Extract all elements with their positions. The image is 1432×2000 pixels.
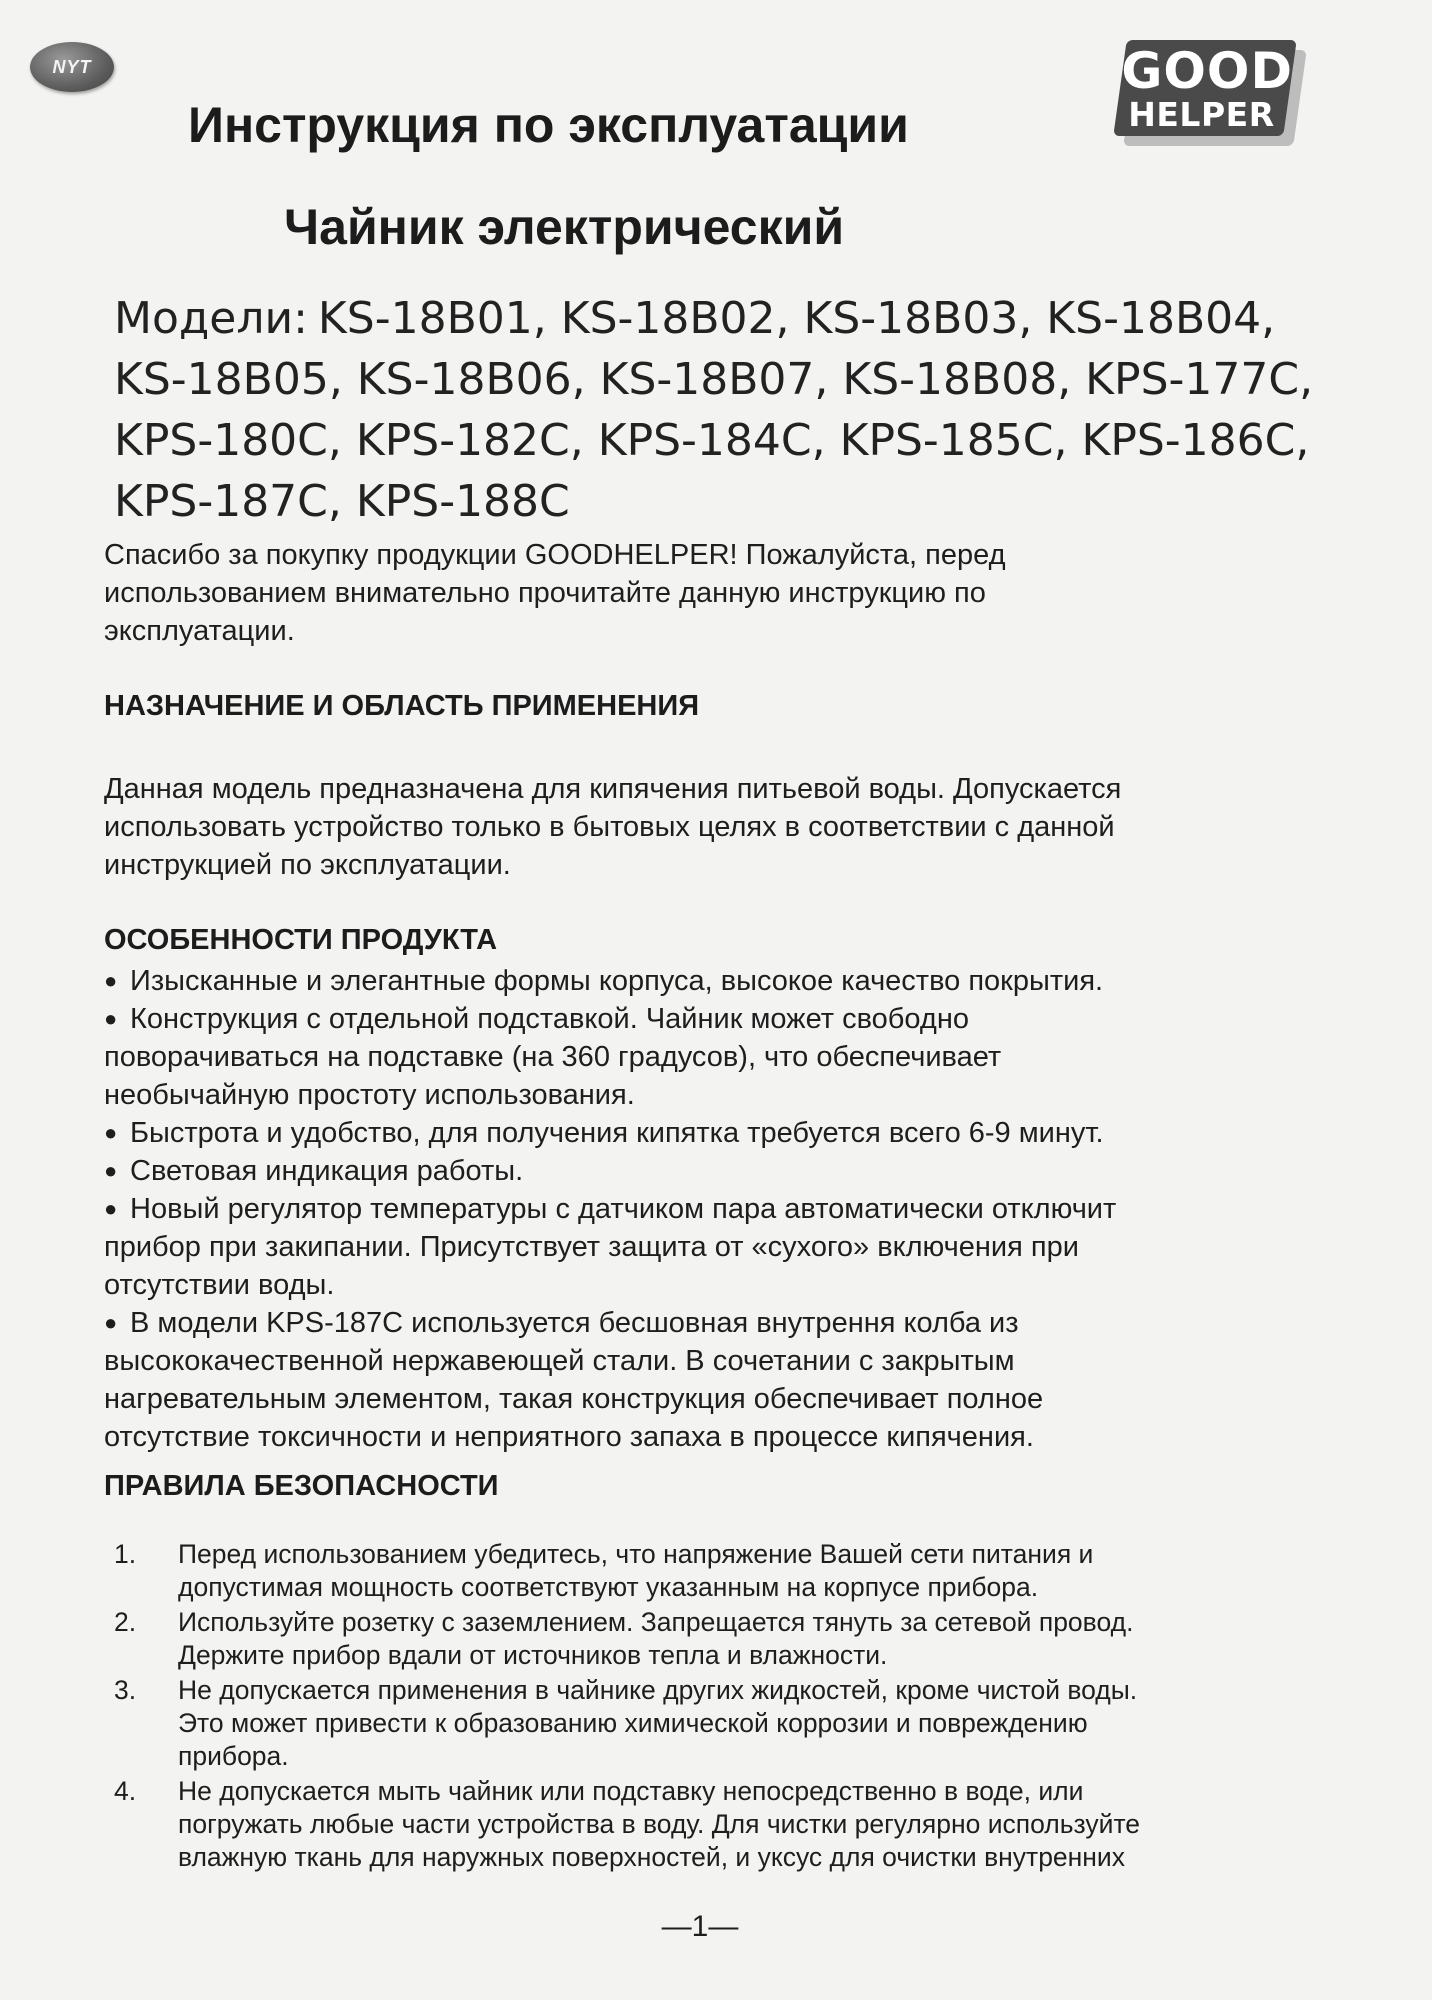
feature-line: Конструкция с отдельной подставкой. Чайник может свободно — [130, 1003, 969, 1035]
features-heading: ОСОБЕННОСТИ ПРОДУКТА — [104, 924, 498, 956]
safety-rule — [110, 1606, 1340, 1672]
models-line: KPS-187C, KPS-188C — [114, 476, 570, 527]
feature-line: Новый регулятор температуры с датчиком пара автоматически отключит — [130, 1193, 1117, 1225]
purpose-line: использовать устройство только в бытовых целях в соответствии с данной — [104, 811, 1115, 843]
bullet-icon: ● — [104, 1158, 118, 1183]
models-line: KPS-180C, KPS-182C, KPS-184C, KPS-185C, KPS-186C, — [114, 415, 1310, 466]
purpose-heading: НАЗНАЧЕНИЕ И ОБЛАСТЬ ПРИМЕНЕНИЯ — [104, 690, 700, 722]
models-list — [114, 288, 1344, 532]
rule-line: Не допускается применения в чайнике других жидкостей, кроме чистой воды. — [178, 1675, 1138, 1705]
bullet-icon: ● — [104, 1310, 118, 1335]
feature-line: отсутствии воды. — [104, 1269, 335, 1301]
bullet-icon: ● — [104, 1006, 118, 1031]
safety-rule — [110, 1674, 1340, 1773]
intro-paragraph — [104, 536, 1344, 650]
feature-item — [104, 1190, 1344, 1304]
models-label: Модели: — [114, 293, 308, 344]
purpose-line: инструкцией по эксплуатации. — [104, 849, 511, 881]
rule-line: погружать любые части устройства в воду. Для чистки регулярно используйте — [178, 1809, 1141, 1839]
bullet-icon: ● — [104, 1120, 118, 1145]
feature-line: прибор при закипании. Присутствует защита от «сухого» включения при — [104, 1231, 1079, 1263]
rule-line: Держите прибор вдали от источников тепла и влажности. — [178, 1640, 888, 1670]
logo-line-1: GOOD — [1121, 41, 1294, 100]
rule-number: 4. — [114, 1776, 137, 1806]
feature-line: высококачественной нержавеющей стали. В сочетании с закрытым — [104, 1345, 1015, 1377]
feature-line: В модели KPS-187C используется бесшовная внутрення колба из — [130, 1307, 1019, 1339]
nyt-logo-icon — [30, 42, 114, 92]
feature-line: нагревательным элементом, такая конструкция обеспечивает полное — [104, 1383, 1044, 1415]
rule-line: прибора. — [178, 1741, 289, 1771]
rule-line: Используйте розетку с заземлением. Запрещается тянуть за сетевой провод. — [178, 1607, 1134, 1637]
feature-item — [104, 1152, 1344, 1190]
intro-line: использованием внимательно прочитайте данную инструкцию по — [104, 577, 986, 609]
feature-item — [104, 1304, 1344, 1456]
page-title: Инструкция по эксплуатации — [188, 97, 909, 153]
rule-line: влажную ткань для наружных поверхностей, и уксус для очистки внутренних — [178, 1842, 1125, 1872]
feature-line: отсутствие токсичности и неприятного запаха в процессе кипячения. — [104, 1421, 1034, 1453]
feature-item — [104, 1000, 1344, 1114]
intro-line: Спасибо за покупку продукции GOODHELPER! Пожалуйста, перед — [104, 539, 1006, 571]
rule-line: Не допускается мыть чайник или подставку непосредственно в воде, или — [178, 1776, 1084, 1806]
goodhelper-logo — [1120, 40, 1310, 150]
models-line-text: KS-18B01, KS-18B02, KS-18B03, KS-18B04, — [317, 293, 1276, 344]
safety-heading: ПРАВИЛА БЕЗОПАСНОСТИ — [104, 1470, 499, 1502]
logo-box — [1113, 40, 1296, 136]
feature-line: Изысканные и элегантные формы корпуса, высокое качество покрытия. — [130, 965, 1104, 997]
models-line — [114, 288, 1344, 349]
bullet-icon: ● — [104, 1196, 118, 1221]
bullet-icon: ● — [104, 968, 118, 993]
purpose-line: Данная модель предназначена для кипячения питьевой воды. Допускается — [104, 773, 1122, 805]
feature-line: Световая индикация работы. — [130, 1155, 524, 1187]
page-subtitle: Чайник электрический — [284, 199, 845, 255]
rule-line: Перед использованием убедитесь, что напряжение Вашей сети питания и — [178, 1539, 1094, 1569]
purpose-paragraph — [104, 770, 1344, 884]
logo-line-2: HELPER — [1128, 94, 1275, 134]
rule-number: 2. — [114, 1607, 137, 1637]
rule-line: Это может привести к образованию химической коррозии и повреждению — [178, 1708, 1088, 1738]
safety-rule — [110, 1775, 1340, 1874]
feature-item — [104, 962, 1344, 1000]
feature-line: необычайную простоту использования. — [104, 1079, 635, 1111]
page-number: —1— — [661, 1910, 739, 1943]
safety-rules-list — [110, 1538, 1340, 1876]
feature-line: Быстрота и удобство, для получения кипятка требуется всего 6-9 минут. — [130, 1117, 1104, 1149]
nyt-logo-text: NYT — [52, 56, 92, 77]
rule-number: 1. — [114, 1539, 137, 1569]
features-list — [104, 962, 1344, 1456]
rule-number: 3. — [114, 1675, 137, 1705]
rule-line: допустимая мощность соответствуют указанным на корпусе прибора. — [178, 1572, 1039, 1602]
safety-rule — [110, 1538, 1340, 1604]
feature-line: поворачиваться на подставке (на 360 градусов), что обеспечивает — [104, 1041, 1002, 1073]
feature-item — [104, 1114, 1344, 1152]
models-line: KS-18B05, KS-18B06, KS-18B07, KS-18B08, KPS-177C, — [114, 354, 1314, 405]
intro-line: эксплуатации. — [104, 615, 295, 647]
